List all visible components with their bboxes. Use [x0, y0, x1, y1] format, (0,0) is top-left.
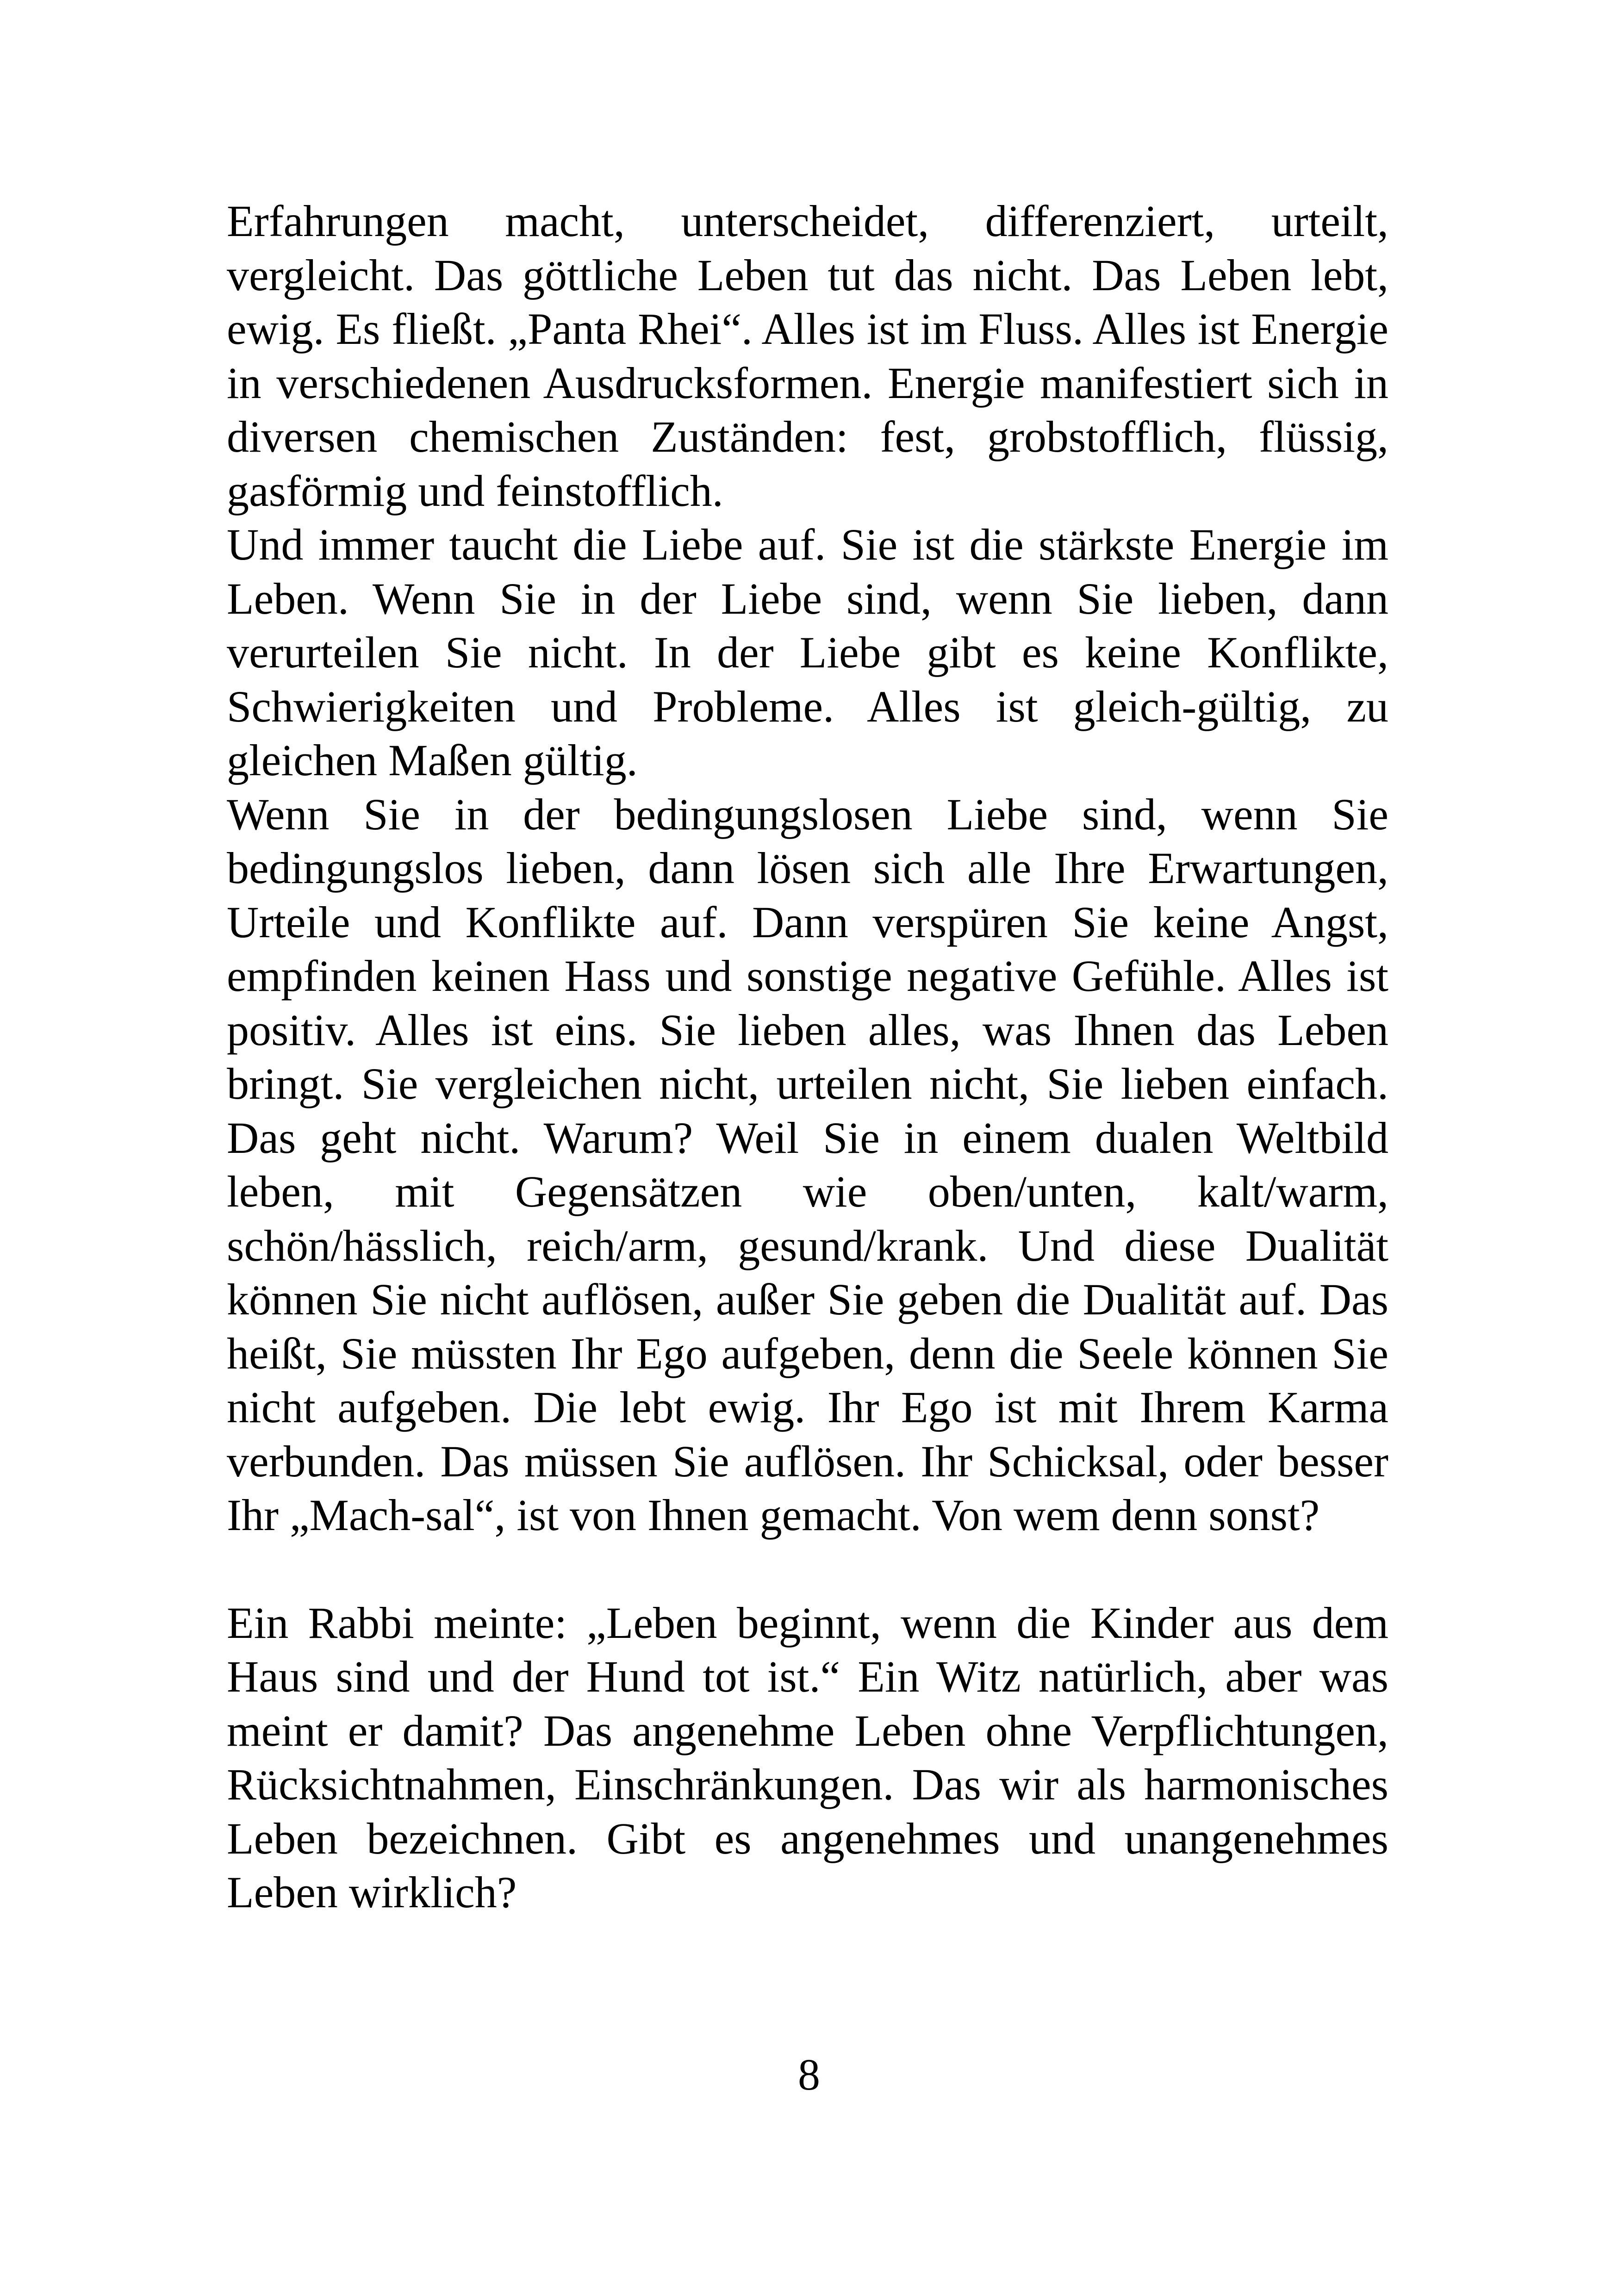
paragraph-1: Erfahrungen macht, unterscheidet, differenziert, urteilt, vergleicht. Das göttliche Leben tut das nicht. Das Leben lebt, ewig. Es fließt. „Panta Rhei“. Alles ist im Fluss. Alles ist Energie in verschiedenen Ausdrucksformen. Energie manifestiert sich in diversen chemischen Zuständen: fest, grobstofflich, flüssig, gasförmig und feinstofflich. — [227, 196, 1388, 516]
paragraph-4: Ein Rabbi meinte: „Leben beginnt, wenn die Kinder aus dem Haus sind und der Hund tot ist.“ Ein Witz natürlich, aber was meint er damit? Das angenehme Leben ohne Verpflichtungen, Rücksichtnahmen, Einschränkungen. Das wir als harmonisches Leben bezeichnen. Gibt es angenehmes und unangenehmes Leben wirklich? — [227, 1598, 1388, 1917]
paragraph-2: Und immer taucht die Liebe auf. Sie ist die stärkste Energie im Leben. Wenn Sie in der Liebe sind, wenn Sie lieben, dann verurteilen Sie nicht. In der Liebe gibt es keine Konflikte, Schwierigkeiten und Probleme. Alles ist gleich-gültig, zu gleichen Maßen gültig. — [227, 520, 1388, 785]
page-number: 8 — [798, 2050, 820, 2099]
paragraph-3: Wenn Sie in der bedingungslosen Liebe sind, wenn Sie bedingungslos lieben, dann lösen sich alle Ihre Erwartungen, Urteile und Konflikte auf. Dann verspüren Sie keine Angst, empfinden keinen Hass und sonstige negative Gefühle. Alles ist positiv. Alles ist eins. Sie lieben alles, was Ihnen das Leben bringt. Sie vergleichen nicht, urteilen nicht, Sie lieben einfach. Das geht nicht. Warum? Weil Sie in einem dualen Weltbild leben, mit Gegensätzen wie oben/unten, kalt/warm, schön/hässlich, reich/arm, gesund/krank. Und diese Dualität können Sie nicht auflösen, außer Sie geben die Dualität auf. Das heißt, Sie müssten Ihr Ego aufgeben, denn die Seele können Sie nicht aufgeben. Die lebt ewig. Ihr Ego ist mit Ihrem Karma verbunden. Das müssen Sie auflösen. Ihr Schicksal, oder besser Ihr „Mach-sal“, ist von Ihnen gemacht. Von wem denn sonst? — [227, 789, 1388, 1540]
body-text — [227, 194, 1388, 1920]
